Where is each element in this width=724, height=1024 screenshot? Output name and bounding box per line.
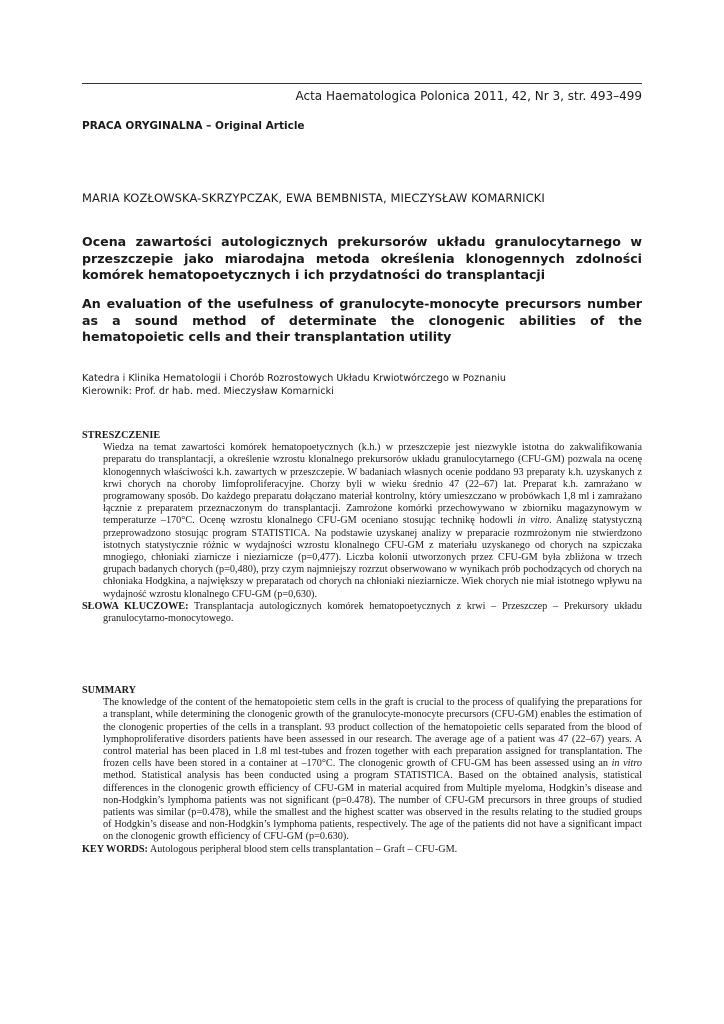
abstract-polish-italic: in vitro	[517, 515, 550, 527]
abstract-polish-text-a: Wiedza na temat zawartości komórek hematopoetycznych (k.h.) w przeszczepie jest niezwykle istotna do zakwalifikowania preparatu do transplantacji, a określenie wzrostu klonalnego prekursorów układu granulocytarnego (CFU-GM) pozwala na ocenę klonogennych właściwości k.h. zawartych w przeszczepie. W badaniach własnych ocenie poddano 93 preparaty k.h. uzyskanych z krwi chorych na choroby limfoproliferacyjne. Chorzy byli w wieku średnio 47 (22–67) lat. Preparat k.h. zamrażano w programowany sposób. Do każdego preparatu dołączano materiał kontrolny, który umieszczano w probówkach 1,8 ml i zamrażano łącznie z preparatem przeznaczonym do transplantacji. Zamrożone komórki przechowywano w zbiorniku magazynowym w temperaturze –170°C. Ocenę wzrostu klonalnego CFU-GM oceniano stosując technikę hodowli	[103, 442, 642, 527]
abstract-polish	[82, 430, 642, 625]
keywords-polish-text: Transplantacja autologicznych komórek hematopoetycznych z krwi – Przeszczep – Prekursory układu granulocytarno-monocytowego.	[103, 600, 642, 625]
abstract-english-text-b: method. Statistical analysis has been conducted using a program STATISTICA. Based on the obtained analysis, statistical differences in the clonogenic growth efficiency of CFU-GM in material acquired from Multiple myeloma, Hodgkin’s disease and non-Hodgkin’s lymphoma patients was not significant (p=0.478). The number of CFU-GM precursors in three groups of studied patients was similar (p=0.478), while the smallest and the highest scatter was observed in the results relating to the studied groups of Hodgkin’s disease and non-Hodgkin’s lymphoma patients, respectively. The age of the patients did not have a significant impact on the clonogenic growth efficiency of CFU-GM (p=0.630).	[103, 770, 642, 843]
keywords-english-label: KEY WORDS:	[82, 843, 148, 855]
authors: MARIA KOZŁOWSKA-SKRZYPCZAK, EWA BEMBNISTA, MIECZYSŁAW KOMARNICKI	[82, 191, 545, 205]
keywords-polish-label: SŁOWA KLUCZOWE:	[82, 600, 189, 612]
title-english: An evaluation of the usefulness of granulocyte-monocyte precursors number as a sound method of determinate the clonogenic abilities of the hematopoietic cells and their transplantation utility	[82, 296, 642, 344]
abstract-english-text-a: The knowledge of the content of the hematopoietic stem cells in the graft is crucial to the process of qualifying the preparations for a transplant, while determining the clonogenic growth of the granulocyte-monocyte precursors (CFU-GM) enables the estimation of the clonogenic properties of the cells in a transplant. 93 product collection of the hematopoietic cells separated from the blood of lymphoproliferative disorders patients have been assessed in our research. The average age of a patient was 47 (22–67) years. A control material has been placed in 1.8 ml test-tubes and frozen together with each preparation assigned for transplantation. The frozen cells have been stored in a container at –170°C. The clonogenic growth of CFU-GM has been assessed using an	[103, 697, 642, 770]
abstract-polish-heading: STRESZCZENIE	[82, 430, 161, 441]
abstract-polish-text-b: . Analizę statystyczną przeprowadzono stosując program STATISTICA. Na podstawie uzyskanej analizy w preparacie rozmrożonym nie stwierdzono istotnych statystycznie różnic w wydajności wzrostu klonalnego CFU-GM z materiału uzyskanego od chorych na szpiczaka mnogiego, chłoniaki ziarnicze i nieziarnicze (p=0,477). Liczba kolonii utworzonych przez CFU-GM była zbliżona w trzech grupach badanych chorych (p=0,480), przy czym najmniejszy rozrzut obserwowano w wynikach prób pochodzących od chorych na chłoniaka Hodgkina, a największy w preparatach od chorych na chłoniaki nieziarnicze. Wiek chorych nie miał istotnego wpływu na wydajność wzrostu klonalnego CFU-GM (p=0,630).	[103, 515, 642, 600]
article-type: PRACA ORYGINALNA – Original Article	[82, 120, 305, 132]
abstract-polish-text	[103, 442, 642, 601]
keywords-polish	[82, 601, 642, 625]
affiliation-institution: Katedra i Klinika Hematologii i Chorób Rozrostowych Układu Krwiotwórczego w Poznaniu	[82, 373, 506, 384]
title-polish: Ocena zawartości autologicznych prekursorów układu granulocytarnego w przeszczepie jako miarodajna metoda określenia klonogennych zdolności komórek hematopoetycznych i ich przydatności do transplantacji	[82, 234, 642, 282]
abstract-english-text	[103, 697, 642, 843]
affiliation-head: Kierownik: Prof. dr hab. med. Mieczysław Komarnicki	[82, 385, 334, 397]
abstract-english-heading: SUMMARY	[82, 685, 136, 696]
journal-citation: Acta Haematologica Polonica 2011, 42, Nr 3, str. 493–499	[295, 89, 642, 103]
header-rule	[82, 83, 642, 84]
abstract-english-italic: in vitro	[611, 758, 642, 770]
affiliation	[82, 373, 642, 398]
keywords-english	[82, 844, 642, 856]
keywords-english-text: Autologous peripheral blood stem cells transplantation – Graft – CFU-GM.	[147, 843, 458, 855]
abstract-english	[82, 685, 642, 856]
